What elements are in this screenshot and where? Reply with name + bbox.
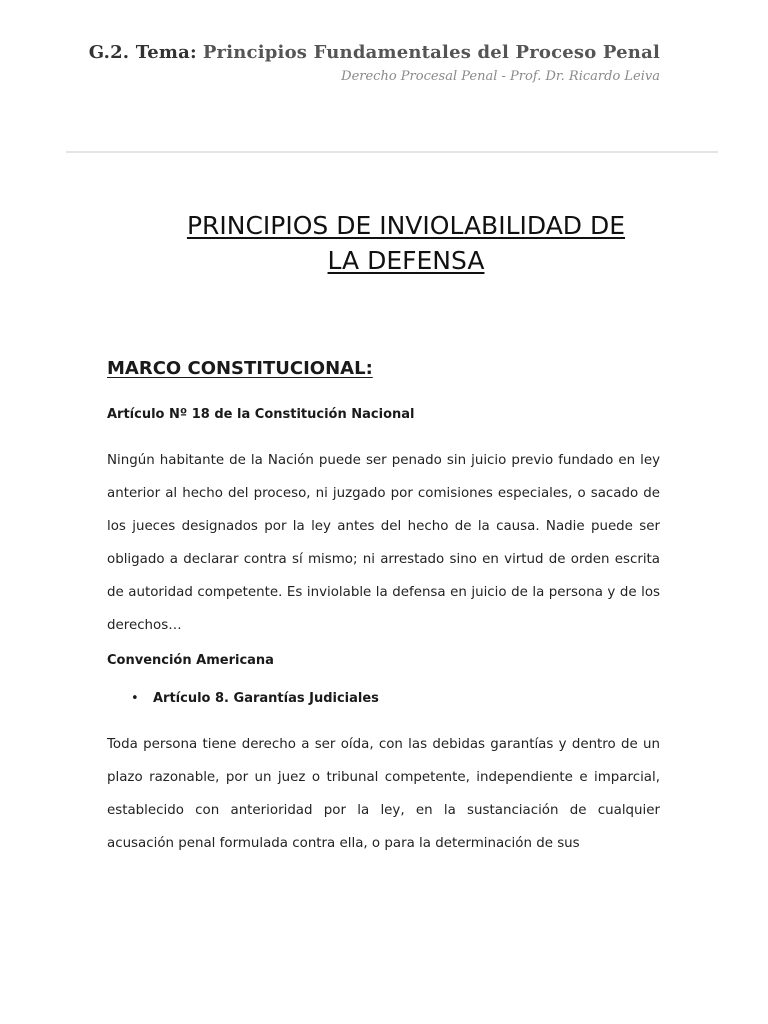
document-title-line-1: PRINCIPIOS DE INVIOLABILIDAD DE: [186, 211, 626, 240]
header-topic: Principios Fundamentales del Proceso Penal: [202, 42, 660, 63]
article-8-heading: Artículo 8. Garantías Judiciales: [153, 691, 379, 706]
article-18-text: Ningún habitante de la Nación puede ser penado sin juicio previo fundado en ley anterior al hecho del proceso, ni juzgado por comisiones especiales, o sacado de los jueces designados por la ley antes del hecho de la causa. Nadie puede ser obligado a declarar contra sí mismo; ni arrestado sino en virtud de orden escrita de autoridad competente. Es inviolable la defensa en juicio de la persona y de los derechos…: [107, 453, 660, 633]
article-18-heading: Artículo Nº 18 de la Constitución Nacional: [107, 407, 415, 422]
header-subtitle: Derecho Procesal Penal - Prof. Dr. Ricardo Leiva: [341, 69, 660, 84]
header-title: [89, 42, 660, 63]
document-title: [130, 208, 682, 278]
list-item-article-8: [107, 690, 660, 708]
document-title-line-2: LA DEFENSA: [327, 246, 485, 275]
header-topic-label: G.2. Tema:: [88, 42, 197, 63]
section-heading: MARCO CONSTITUCIONAL:: [107, 358, 373, 379]
page-header: [89, 42, 660, 84]
document-body: [107, 354, 660, 870]
article-8-text: Toda persona tiene derecho a ser oída, con las debidas garantías y dentro de un plazo razonable, por un juez o tribunal competente, independiente e imparcial, establecido con anterioridad por la ley, en la sustanciación de cualquier acusación penal formulada contra ella, o para la determinación de sus: [107, 737, 660, 851]
bullet-icon: •: [131, 691, 139, 706]
convention-heading: Convención Americana: [107, 653, 274, 668]
header-divider: [66, 151, 718, 153]
